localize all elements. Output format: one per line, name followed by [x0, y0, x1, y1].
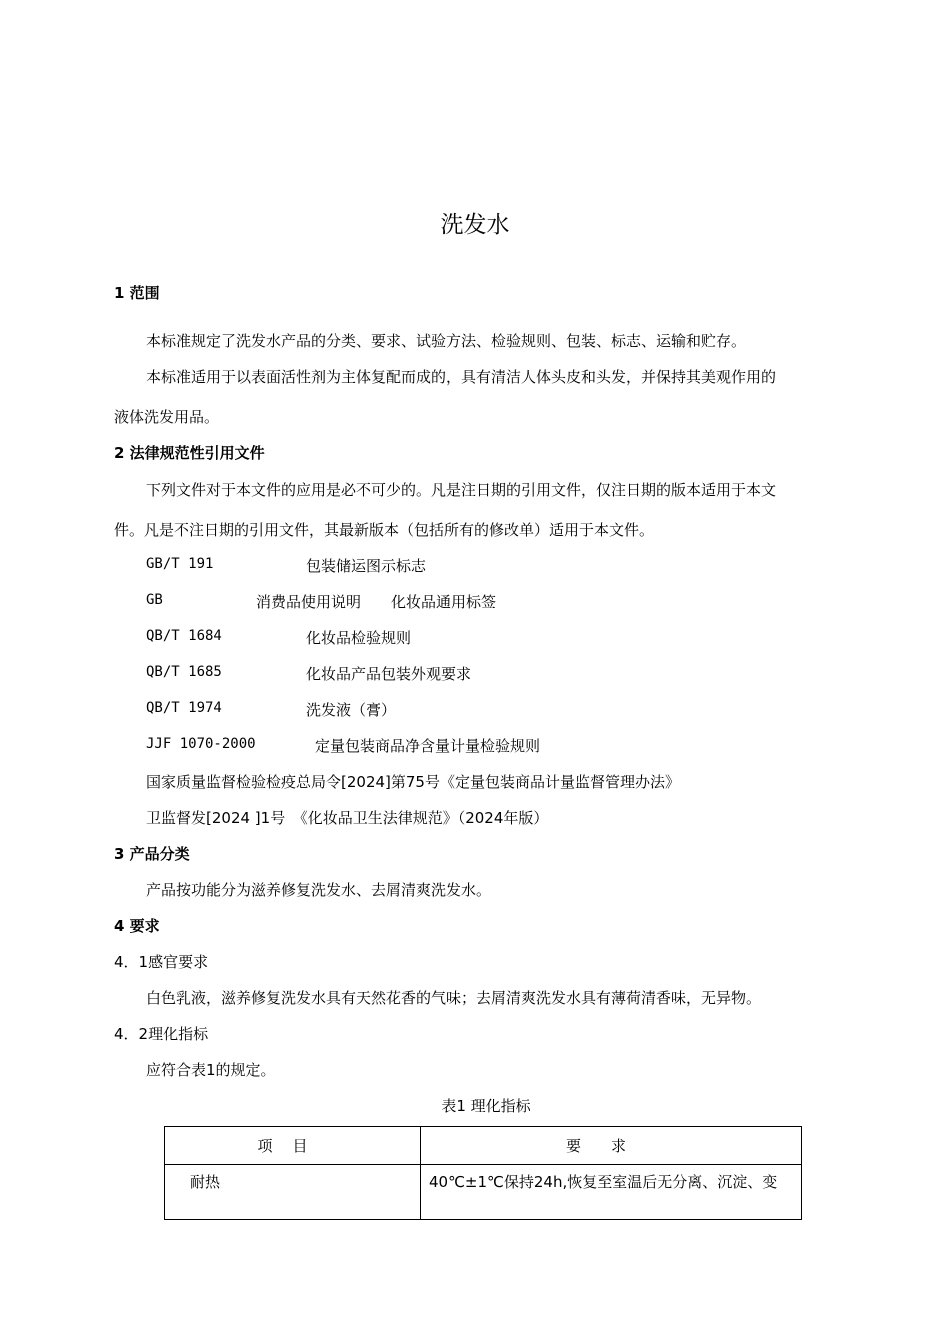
section-heading-scope: 1 范围: [114, 284, 160, 302]
table-cell-requirement: 40℃±1℃保持24h,恢复至室温后无分离、沉淀、变: [421, 1165, 802, 1220]
reference-code: GB: [146, 592, 163, 608]
references-paragraph-line-2: 件。凡是不注日期的引用文件，其最新版本（包括所有的修改单）适用于本文件。: [114, 521, 655, 539]
reference-code: JJF 1070-2000: [146, 736, 256, 752]
scope-paragraph-1: 本标准规定了洗发水产品的分类、要求、试验方法、检验规则、包装、标志、运输和贮存。: [146, 332, 747, 350]
physicochemical-table: [164, 1126, 802, 1220]
reference-title: 包装储运图示标志: [306, 557, 427, 575]
table-cell-item: 耐热: [165, 1165, 421, 1220]
reference-title: 定量包装商品净含量计量检验规则: [315, 737, 541, 755]
scope-paragraph-2-line-2: 液体洗发用品。: [114, 408, 220, 426]
table-row: [165, 1165, 802, 1220]
table-header-cell: 要求: [421, 1127, 802, 1165]
reference-title: 洗发液（膏）: [306, 701, 397, 719]
reference-code: QB/T 1685: [146, 664, 222, 680]
table-caption: 表1 理化指标: [441, 1097, 531, 1115]
reference-code: QB/T 1974: [146, 700, 222, 716]
table-header-row: [165, 1127, 802, 1165]
document-title: 洗发水: [440, 212, 510, 238]
section-heading-classification: 3 产品分类: [114, 845, 190, 863]
table-header-cell: 项目: [165, 1127, 421, 1165]
regulation-order-1: 国家质量监督检验检疫总局令[2024]第75号《定量包装商品计量监督管理办法》: [146, 773, 680, 791]
reference-title: 化妆品产品包装外观要求: [306, 665, 472, 683]
sensory-paragraph: 白色乳液，滋养修复洗发水具有天然花香的气味；去屑清爽洗发水具有薄荷清香味，无异物。: [146, 989, 762, 1007]
regulation-order-2: 卫监督发[2024 ]1号 《化妆品卫生法律规范》（2024年版）: [146, 809, 549, 827]
classification-paragraph: 产品按功能分为滋养修复洗发水、去屑清爽洗发水。: [146, 881, 492, 899]
reference-title: 化妆品检验规则: [306, 629, 412, 647]
physicochemical-paragraph: 应符合表1的规定。: [146, 1061, 276, 1079]
reference-title: 消费品使用说明 化妆品通用标签: [256, 593, 497, 611]
reference-code: QB/T 1684: [146, 628, 222, 644]
subsection-heading-sensory: 4．1感官要求: [114, 953, 209, 971]
section-heading-requirements: 4 要求: [114, 917, 160, 935]
references-paragraph-line-1: 下列文件对于本文件的应用是必不可少的。凡是注日期的引用文件，仅注日期的版本适用于本文: [146, 481, 777, 499]
subsection-heading-physicochemical: 4．2理化指标: [114, 1025, 209, 1043]
section-heading-references: 2 法律规范性引用文件: [114, 444, 265, 462]
scope-paragraph-2-line-1: 本标准适用于以表面活性剂为主体复配而成的，具有清洁人体头皮和头发，并保持其美观作用的: [146, 368, 777, 386]
reference-code: GB/T 191: [146, 556, 214, 572]
